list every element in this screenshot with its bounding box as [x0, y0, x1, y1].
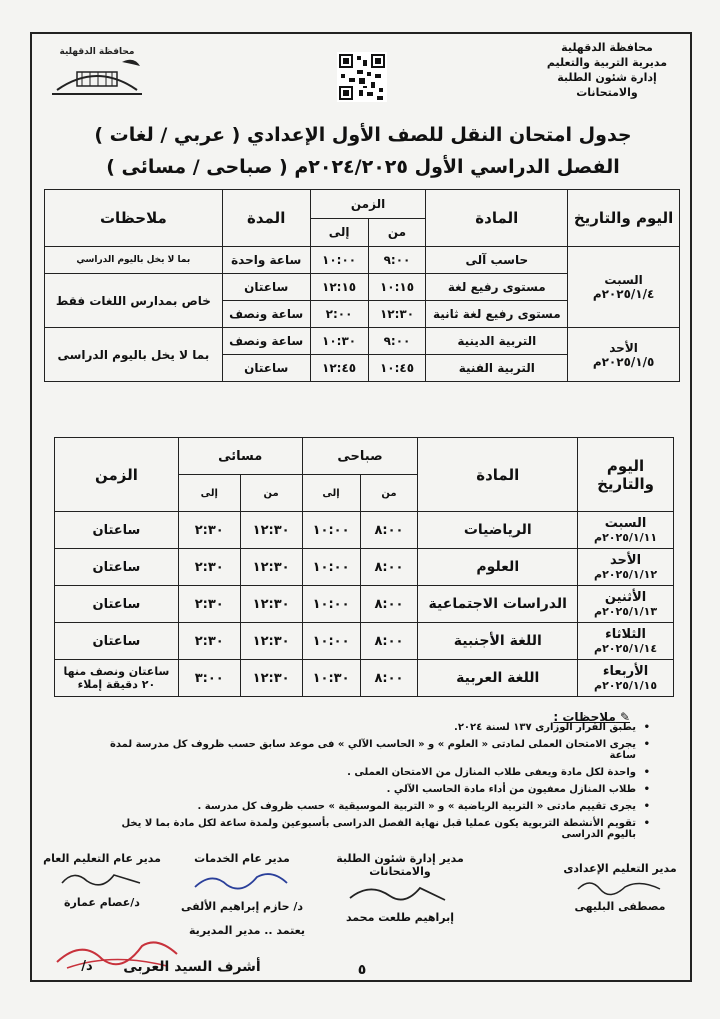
from-cell: ١٢:٣٠ [368, 301, 426, 328]
handwritten-signature-icon [52, 865, 152, 893]
note-item: • طلاب المنازل معفيون من أداء مادة الحاسب الآلي . [90, 784, 650, 795]
header-morning: صباحى [302, 438, 418, 475]
subject-cell: اللغة الأجنبية [418, 623, 578, 660]
notes-list [90, 722, 650, 846]
day-name: الأثنين [604, 590, 647, 605]
note-cell: خاص بمدارس اللغات فقط [45, 274, 223, 328]
header-notes: ملاحظات [45, 190, 223, 247]
duration-cell: ساعتان [222, 274, 310, 301]
approval-label: يعتمد .. مدير المديرية [189, 924, 305, 937]
day-cell [568, 247, 680, 328]
header-to: إلى [302, 475, 360, 512]
schedule-table-1 [44, 189, 680, 382]
header-line: إدارة شئون الطلبة والامتحانات [557, 71, 657, 99]
note-item: • يجرى الامتحان العملى لمادتى « العلوم » و « الحاسب الآلي » فى موعد سابق حسب ظروف كل مدرسة لمدة ساعة [90, 739, 650, 761]
signature-name: د/ حازم إبراهيم الألفى [181, 900, 303, 913]
subject-cell: الدراسات الاجتماعية [418, 586, 578, 623]
signature-title: مدير إدارة شئون الطلبة والامتحانات [336, 852, 464, 878]
evening-from-cell: ١٢:٣٠ [240, 549, 302, 586]
morning-from-cell: ٨:٠٠ [360, 623, 418, 660]
day-date: ٢٠٢٥/١/١١م [594, 531, 658, 544]
day-cell [578, 623, 674, 660]
signature-block [42, 852, 162, 909]
header-day-date: اليوم والتاريخ [578, 438, 674, 512]
subject-cell: التربية الدينية [426, 328, 568, 355]
governorate-logo [42, 42, 152, 100]
handwritten-signature-icon [570, 875, 670, 897]
qr-code-icon [337, 52, 387, 102]
duration-cell: ساعة ونصف [222, 301, 310, 328]
header-line: مديرية التربية والتعليم [546, 56, 668, 69]
morning-from-cell: ٨:٠٠ [360, 586, 418, 623]
duration-cell: ساعة ونصف [222, 328, 310, 355]
to-cell: ١٠:٣٠ [310, 328, 368, 355]
table-row [55, 660, 674, 697]
morning-from-cell: ٨:٠٠ [360, 660, 418, 697]
day-date: ٢٠٢٥/١/١٥م [594, 679, 658, 692]
day-name: السبت [604, 273, 643, 287]
document-page [30, 32, 692, 982]
pencil-icon: ✎ [615, 710, 630, 724]
schedule-table-2 [54, 437, 674, 697]
to-cell: ١٢:١٥ [310, 274, 368, 301]
subject-cell: الرياضيات [418, 512, 578, 549]
from-cell: ١٠:٤٥ [368, 355, 426, 382]
signature-name: إبراهيم طلعت محمد [345, 911, 455, 924]
duration-cell: ساعة واحدة [222, 247, 310, 274]
day-date: ٢٠٢٥/١/٥م [592, 354, 655, 369]
note-item: • يطبق القرار الوزارى ١٣٧ لسنة ٢٠٢٤. [90, 722, 650, 733]
evening-to-cell: ٣:٠٠ [178, 660, 240, 697]
note-cell: بما لا يخل باليوم الدراسي [45, 247, 223, 274]
evening-to-cell: ٢:٣٠ [178, 512, 240, 549]
evening-to-cell: ٢:٣٠ [178, 549, 240, 586]
page-subtitle: الفصل الدراسي الأول ٢٠٢٤/٢٠٢٥م ( صباحى / مسائى ) [106, 156, 620, 178]
signature-name: مصطفى البليهى [574, 900, 666, 913]
to-cell: ٢:٠٠ [310, 301, 368, 328]
subject-cell: التربية الفنية [426, 355, 568, 382]
signature-name: د/عصام عمارة [64, 896, 140, 909]
morning-from-cell: ٨:٠٠ [360, 549, 418, 586]
signature-block [177, 852, 307, 913]
handwritten-signature-icon [187, 865, 297, 897]
day-date: ٢٠٢٥/١/٤م [592, 287, 655, 301]
day-date: ٢٠٢٥/١/١٣م [594, 605, 658, 618]
page-number: ٥ [357, 962, 367, 978]
table-row [55, 549, 674, 586]
from-cell: ١٠:١٥ [368, 274, 426, 301]
note-item: • واحدة لكل مادة ويعفى طلاب المنازل من الامتحان العملى . [90, 767, 650, 778]
day-cell [568, 328, 680, 382]
note-item: • يجرى تقييم مادتى « التربية الرياضية » و « التربية الموسيقية » حسب ظروف كل مدرسة . [90, 801, 650, 812]
subject-cell: حاسب آلى [426, 247, 568, 274]
evening-to-cell: ٢:٣٠ [178, 623, 240, 660]
signature-title: مدير عام التعليم العام [43, 852, 161, 865]
header-evening: مسائى [178, 438, 302, 475]
table-row [45, 328, 680, 355]
note-cell: بما لا يخل باليوم الدراسى [45, 328, 223, 382]
evening-from-cell: ١٢:٣٠ [240, 512, 302, 549]
evening-from-cell: ١٢:٣٠ [240, 623, 302, 660]
subject-cell: مستوى رفيع لغة [426, 274, 568, 301]
day-cell [578, 549, 674, 586]
day-cell [578, 660, 674, 697]
day-date: ٢٠٢٥/١/١٤م [594, 642, 658, 655]
header-time: الزمن [310, 190, 426, 219]
table-row [55, 586, 674, 623]
header-day-date: اليوم والتاريخ [568, 190, 680, 247]
approval-name: أشرف السيد العربى [123, 959, 261, 975]
header-to: إلى [310, 218, 368, 247]
day-name: السبت [604, 516, 647, 531]
page-title: جدول امتحان النقل للصف الأول الإعدادي ( عربي / لغات ) [94, 124, 632, 146]
signature-title: مدير التعليم الإعدادى [563, 862, 677, 875]
header-from: من [240, 475, 302, 512]
header-time: الزمن [55, 438, 179, 512]
header-to: إلى [178, 475, 240, 512]
note-item: • تقويم الأنشطة التربوية يكون عمليا قبل نهاية الفصل الدراسى بأسبوعين ولمدة ساعة لكل مادة بما لا يخل باليوم الدراسى [90, 818, 650, 840]
day-cell [578, 586, 674, 623]
day-name: الأحد [609, 340, 638, 355]
day-date: ٢٠٢٥/١/١٢م [594, 568, 658, 581]
day-name: الأحد [610, 553, 642, 568]
evening-from-cell: ١٢:٣٠ [240, 586, 302, 623]
evening-from-cell: ١٢:٣٠ [240, 660, 302, 697]
subject-cell: اللغة العربية [418, 660, 578, 697]
table-row [45, 247, 680, 274]
to-cell: ١٢:٤٥ [310, 355, 368, 382]
morning-to-cell: ١٠:٠٠ [302, 586, 360, 623]
approval-prefix: د/ [81, 959, 93, 974]
header-subject: المادة [426, 190, 568, 247]
morning-from-cell: ٨:٠٠ [360, 512, 418, 549]
morning-to-cell: ١٠:٠٠ [302, 512, 360, 549]
table-row [55, 623, 674, 660]
duration-cell: ساعتان ونصف منها ٢٠ دقيقة إملاء [55, 660, 179, 697]
signature-title: مدير عام الخدمات [194, 852, 290, 865]
subject-cell: العلوم [418, 549, 578, 586]
subject-cell: مستوى رفيع لغة ثانية [426, 301, 568, 328]
from-cell: ٩:٠٠ [368, 328, 426, 355]
handwritten-signature-icon [340, 878, 460, 908]
day-cell [578, 512, 674, 549]
header-authority [532, 40, 682, 100]
morning-to-cell: ١٠:٠٠ [302, 623, 360, 660]
morning-to-cell: ١٠:٠٠ [302, 549, 360, 586]
day-name: الثلاثاء [605, 627, 647, 642]
notes-heading-label: ملاحظات : [553, 710, 616, 724]
signature-block [310, 852, 490, 924]
from-cell: ٩:٠٠ [368, 247, 426, 274]
morning-to-cell: ١٠:٣٠ [302, 660, 360, 697]
duration-cell: ساعتان [55, 549, 179, 586]
day-name: الأربعاء [602, 664, 649, 679]
header-from: من [368, 218, 426, 247]
svg-text:محافظة الدقهلية: محافظة الدقهلية [59, 47, 135, 57]
header-subject: المادة [418, 438, 578, 512]
signature-block [560, 862, 680, 913]
header-line: محافظة الدقهلية [561, 41, 653, 54]
evening-to-cell: ٢:٣٠ [178, 586, 240, 623]
duration-cell: ساعتان [55, 586, 179, 623]
header-duration: المدة [222, 190, 310, 247]
duration-cell: ساعتان [55, 512, 179, 549]
table-row [55, 512, 674, 549]
duration-cell: ساعتان [222, 355, 310, 382]
header-from: من [360, 475, 418, 512]
to-cell: ١٠:٠٠ [310, 247, 368, 274]
duration-cell: ساعتان [55, 623, 179, 660]
